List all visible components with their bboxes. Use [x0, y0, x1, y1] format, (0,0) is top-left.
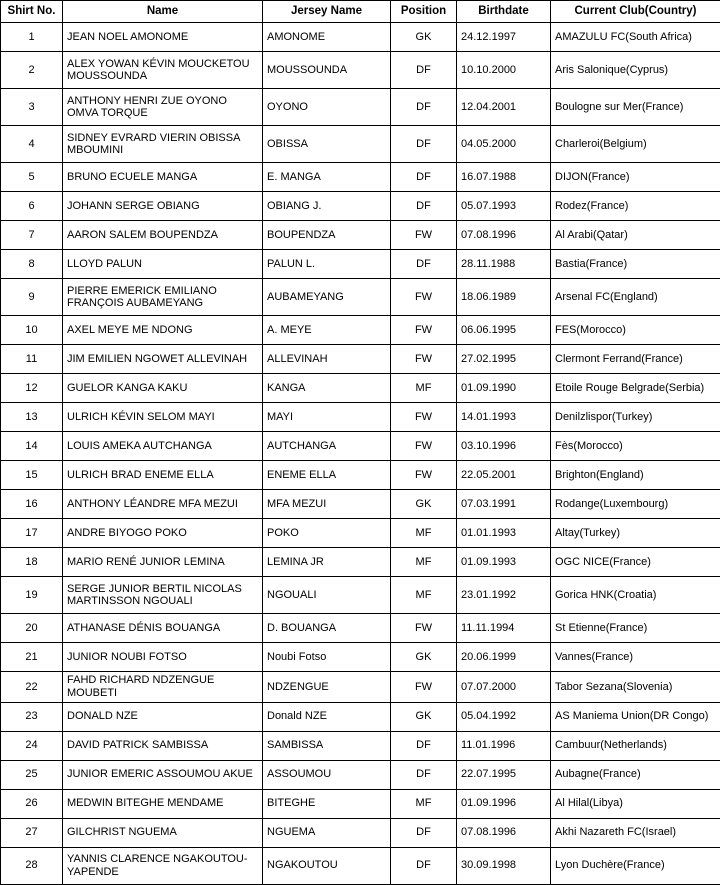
cell-birthdate: 07.07.2000: [457, 672, 551, 702]
cell-birthdate: 12.04.2001: [457, 89, 551, 126]
cell-shirt-no: 23: [1, 702, 63, 731]
cell-name: AARON SALEM BOUPENDZA: [63, 221, 263, 250]
cell-jersey-name: Donald NZE: [263, 702, 391, 731]
cell-jersey-name: SAMBISSA: [263, 731, 391, 760]
cell-current-club: Aris Salonique(Cyprus): [551, 52, 720, 89]
cell-shirt-no: 27: [1, 818, 63, 847]
table-row: [1, 847, 720, 884]
cell-position: MF: [391, 548, 457, 577]
table-row: [1, 23, 720, 52]
table-row: [1, 192, 720, 221]
cell-birthdate: 11.11.1994: [457, 614, 551, 643]
table-row: [1, 279, 720, 316]
cell-birthdate: 22.07.1995: [457, 760, 551, 789]
cell-birthdate: 22.05.2001: [457, 461, 551, 490]
cell-position: DF: [391, 52, 457, 89]
cell-birthdate: 27.02.1995: [457, 345, 551, 374]
cell-birthdate: 04.05.2000: [457, 126, 551, 163]
cell-jersey-name: NGOUALI: [263, 577, 391, 614]
cell-position: DF: [391, 818, 457, 847]
table-row: [1, 432, 720, 461]
cell-position: DF: [391, 250, 457, 279]
table-header-row: [1, 1, 720, 23]
cell-position: MF: [391, 519, 457, 548]
cell-shirt-no: 12: [1, 374, 63, 403]
cell-birthdate: 28.11.1988: [457, 250, 551, 279]
table-row: [1, 250, 720, 279]
cell-current-club: Al Hilal(Libya): [551, 789, 720, 818]
cell-position: GK: [391, 490, 457, 519]
table-row: [1, 163, 720, 192]
table-row: [1, 702, 720, 731]
cell-shirt-no: 22: [1, 672, 63, 702]
cell-shirt-no: 1: [1, 23, 63, 52]
cell-birthdate: 05.04.1992: [457, 702, 551, 731]
cell-birthdate: 03.10.1996: [457, 432, 551, 461]
cell-birthdate: 01.09.1990: [457, 374, 551, 403]
cell-name: BRUNO ECUELE MANGA: [63, 163, 263, 192]
cell-shirt-no: 4: [1, 126, 63, 163]
cell-name: AXEL MEYE ME NDONG: [63, 316, 263, 345]
cell-position: MF: [391, 577, 457, 614]
cell-jersey-name: MAYI: [263, 403, 391, 432]
cell-jersey-name: NDZENGUE: [263, 672, 391, 702]
cell-shirt-no: 14: [1, 432, 63, 461]
cell-shirt-no: 15: [1, 461, 63, 490]
cell-name: ANTHONY HENRI ZUE OYONO OMVA TORQUE: [63, 89, 263, 126]
cell-current-club: Akhi Nazareth FC(Israel): [551, 818, 720, 847]
cell-current-club: Arsenal FC(England): [551, 279, 720, 316]
cell-current-club: Altay(Turkey): [551, 519, 720, 548]
cell-jersey-name: MOUSSOUNDA: [263, 52, 391, 89]
cell-shirt-no: 3: [1, 89, 63, 126]
cell-jersey-name: KANGA: [263, 374, 391, 403]
cell-position: DF: [391, 760, 457, 789]
cell-name: JUNIOR EMERIC ASSOUMOU AKUE: [63, 760, 263, 789]
cell-jersey-name: OBIANG J.: [263, 192, 391, 221]
cell-current-club: AS Maniema Union(DR Congo): [551, 702, 720, 731]
table-row: [1, 548, 720, 577]
cell-birthdate: 24.12.1997: [457, 23, 551, 52]
cell-current-club: Bastia(France): [551, 250, 720, 279]
cell-jersey-name: OYONO: [263, 89, 391, 126]
table-row: [1, 52, 720, 89]
cell-birthdate: 06.06.1995: [457, 316, 551, 345]
table-row: [1, 345, 720, 374]
cell-position: GK: [391, 702, 457, 731]
cell-jersey-name: Noubi Fotso: [263, 643, 391, 672]
table-row: [1, 221, 720, 250]
cell-name: DONALD NZE: [63, 702, 263, 731]
cell-name: DAVID PATRICK SAMBISSA: [63, 731, 263, 760]
cell-current-club: St Etienne(France): [551, 614, 720, 643]
cell-birthdate: 30.09.1998: [457, 847, 551, 884]
cell-birthdate: 16.07.1988: [457, 163, 551, 192]
cell-jersey-name: MFA MEZUI: [263, 490, 391, 519]
cell-shirt-no: 16: [1, 490, 63, 519]
cell-jersey-name: PALUN L.: [263, 250, 391, 279]
cell-position: GK: [391, 643, 457, 672]
cell-birthdate: 07.03.1991: [457, 490, 551, 519]
cell-name: SERGE JUNIOR BERTIL NICOLAS MARTINSSON NGOUALI: [63, 577, 263, 614]
cell-birthdate: 01.01.1993: [457, 519, 551, 548]
table-row: [1, 672, 720, 702]
cell-position: MF: [391, 789, 457, 818]
cell-name: JOHANN SERGE OBIANG: [63, 192, 263, 221]
cell-jersey-name: AUBAMEYANG: [263, 279, 391, 316]
column-header-name: Name: [63, 1, 263, 23]
cell-position: FW: [391, 279, 457, 316]
table-header: [1, 1, 720, 23]
cell-current-club: Al Arabi(Qatar): [551, 221, 720, 250]
table-row: [1, 760, 720, 789]
table-row: [1, 577, 720, 614]
cell-current-club: Cambuur(Netherlands): [551, 731, 720, 760]
cell-position: DF: [391, 731, 457, 760]
cell-shirt-no: 18: [1, 548, 63, 577]
cell-position: FW: [391, 432, 457, 461]
cell-jersey-name: NGAKOUTOU: [263, 847, 391, 884]
cell-name: ATHANASE DÉNIS BOUANGA: [63, 614, 263, 643]
table-row: [1, 789, 720, 818]
cell-name: ULRICH KÉVIN SELOM MAYI: [63, 403, 263, 432]
cell-position: FW: [391, 672, 457, 702]
cell-name: ANDRE BIYOGO POKO: [63, 519, 263, 548]
table-row: [1, 731, 720, 760]
cell-shirt-no: 5: [1, 163, 63, 192]
cell-name: JUNIOR NOUBI FOTSO: [63, 643, 263, 672]
cell-current-club: FES(Morocco): [551, 316, 720, 345]
cell-shirt-no: 19: [1, 577, 63, 614]
cell-position: DF: [391, 192, 457, 221]
cell-jersey-name: LEMINA JR: [263, 548, 391, 577]
cell-current-club: Lyon Duchère(France): [551, 847, 720, 884]
cell-current-club: Aubagne(France): [551, 760, 720, 789]
cell-shirt-no: 10: [1, 316, 63, 345]
cell-name: SIDNEY EVRARD VIERIN OBISSA MBOUMINI: [63, 126, 263, 163]
cell-current-club: Etoile Rouge Belgrade(Serbia): [551, 374, 720, 403]
cell-shirt-no: 7: [1, 221, 63, 250]
cell-position: FW: [391, 461, 457, 490]
cell-shirt-no: 2: [1, 52, 63, 89]
cell-jersey-name: D. BOUANGA: [263, 614, 391, 643]
cell-jersey-name: BOUPENDZA: [263, 221, 391, 250]
table-row: [1, 614, 720, 643]
cell-jersey-name: NGUEMA: [263, 818, 391, 847]
cell-current-club: Clermont Ferrand(France): [551, 345, 720, 374]
cell-name: ULRICH BRAD ENEME ELLA: [63, 461, 263, 490]
cell-shirt-no: 20: [1, 614, 63, 643]
table-row: [1, 374, 720, 403]
cell-birthdate: 07.08.1996: [457, 818, 551, 847]
cell-position: DF: [391, 89, 457, 126]
cell-current-club: Tabor Sezana(Slovenia): [551, 672, 720, 702]
cell-jersey-name: POKO: [263, 519, 391, 548]
cell-current-club: AMAZULU FC(South Africa): [551, 23, 720, 52]
column-header-shirt-no: Shirt No.: [1, 1, 63, 23]
cell-current-club: Brighton(England): [551, 461, 720, 490]
cell-shirt-no: 21: [1, 643, 63, 672]
cell-birthdate: 01.09.1993: [457, 548, 551, 577]
table-row: [1, 461, 720, 490]
cell-jersey-name: BITEGHE: [263, 789, 391, 818]
cell-jersey-name: AUTCHANGA: [263, 432, 391, 461]
cell-position: DF: [391, 126, 457, 163]
cell-position: DF: [391, 847, 457, 884]
cell-shirt-no: 17: [1, 519, 63, 548]
cell-jersey-name: ASSOUMOU: [263, 760, 391, 789]
cell-current-club: Denilzlispor(Turkey): [551, 403, 720, 432]
cell-name: FAHD RICHARD NDZENGUE MOUBETI: [63, 672, 263, 702]
cell-birthdate: 01.09.1996: [457, 789, 551, 818]
cell-current-club: Fès(Morocco): [551, 432, 720, 461]
cell-shirt-no: 28: [1, 847, 63, 884]
cell-birthdate: 05.07.1993: [457, 192, 551, 221]
cell-current-club: Rodange(Luxembourg): [551, 490, 720, 519]
cell-name: JEAN NOEL AMONOME: [63, 23, 263, 52]
cell-birthdate: 07.08.1996: [457, 221, 551, 250]
cell-position: FW: [391, 221, 457, 250]
cell-current-club: OGC NICE(France): [551, 548, 720, 577]
column-header-birthdate: Birthdate: [457, 1, 551, 23]
table-row: [1, 519, 720, 548]
cell-current-club: Charleroi(Belgium): [551, 126, 720, 163]
cell-current-club: DIJON(France): [551, 163, 720, 192]
cell-position: DF: [391, 163, 457, 192]
cell-name: LOUIS AMEKA AUTCHANGA: [63, 432, 263, 461]
cell-birthdate: 20.06.1999: [457, 643, 551, 672]
cell-shirt-no: 25: [1, 760, 63, 789]
cell-name: GILCHRIST NGUEMA: [63, 818, 263, 847]
cell-birthdate: 14.01.1993: [457, 403, 551, 432]
column-header-jersey-name: Jersey Name: [263, 1, 391, 23]
cell-position: FW: [391, 316, 457, 345]
cell-shirt-no: 26: [1, 789, 63, 818]
cell-jersey-name: A. MEYE: [263, 316, 391, 345]
table-row: [1, 89, 720, 126]
cell-current-club: Boulogne sur Mer(France): [551, 89, 720, 126]
cell-name: ANTHONY LÉANDRE MFA MEZUI: [63, 490, 263, 519]
cell-current-club: Gorica HNK(Croatia): [551, 577, 720, 614]
cell-jersey-name: ENEME ELLA: [263, 461, 391, 490]
cell-name: PIERRE EMERICK EMILIANO FRANÇOIS AUBAMEYANG: [63, 279, 263, 316]
cell-shirt-no: 11: [1, 345, 63, 374]
cell-jersey-name: OBISSA: [263, 126, 391, 163]
cell-jersey-name: AMONOME: [263, 23, 391, 52]
cell-name: MARIO RENÉ JUNIOR LEMINA: [63, 548, 263, 577]
cell-birthdate: 18.06.1989: [457, 279, 551, 316]
table-row: [1, 126, 720, 163]
table-row: [1, 403, 720, 432]
cell-jersey-name: E. MANGA: [263, 163, 391, 192]
cell-name: YANNIS CLARENCE NGAKOUTOU-YAPENDE: [63, 847, 263, 884]
cell-jersey-name: ALLEVINAH: [263, 345, 391, 374]
cell-shirt-no: 6: [1, 192, 63, 221]
cell-position: FW: [391, 614, 457, 643]
cell-shirt-no: 13: [1, 403, 63, 432]
table-row: [1, 490, 720, 519]
cell-name: JIM EMILIEN NGOWET ALLEVINAH: [63, 345, 263, 374]
column-header-position: Position: [391, 1, 457, 23]
table-body: [1, 23, 720, 884]
table-row: [1, 643, 720, 672]
table-row: [1, 818, 720, 847]
cell-current-club: Vannes(France): [551, 643, 720, 672]
cell-name: GUELOR KANGA KAKU: [63, 374, 263, 403]
cell-position: MF: [391, 374, 457, 403]
cell-shirt-no: 8: [1, 250, 63, 279]
cell-name: ALEX YOWAN KÉVIN MOUCKETOU MOUSSOUNDA: [63, 52, 263, 89]
cell-shirt-no: 24: [1, 731, 63, 760]
cell-birthdate: 10.10.2000: [457, 52, 551, 89]
cell-shirt-no: 9: [1, 279, 63, 316]
cell-birthdate: 11.01.1996: [457, 731, 551, 760]
cell-name: MEDWIN BITEGHE MENDAME: [63, 789, 263, 818]
column-header-current-club: Current Club(Country): [551, 1, 720, 23]
cell-current-club: Rodez(France): [551, 192, 720, 221]
cell-position: GK: [391, 23, 457, 52]
cell-position: FW: [391, 403, 457, 432]
table-row: [1, 316, 720, 345]
cell-birthdate: 23.01.1992: [457, 577, 551, 614]
cell-name: LLOYD PALUN: [63, 250, 263, 279]
cell-position: FW: [391, 345, 457, 374]
